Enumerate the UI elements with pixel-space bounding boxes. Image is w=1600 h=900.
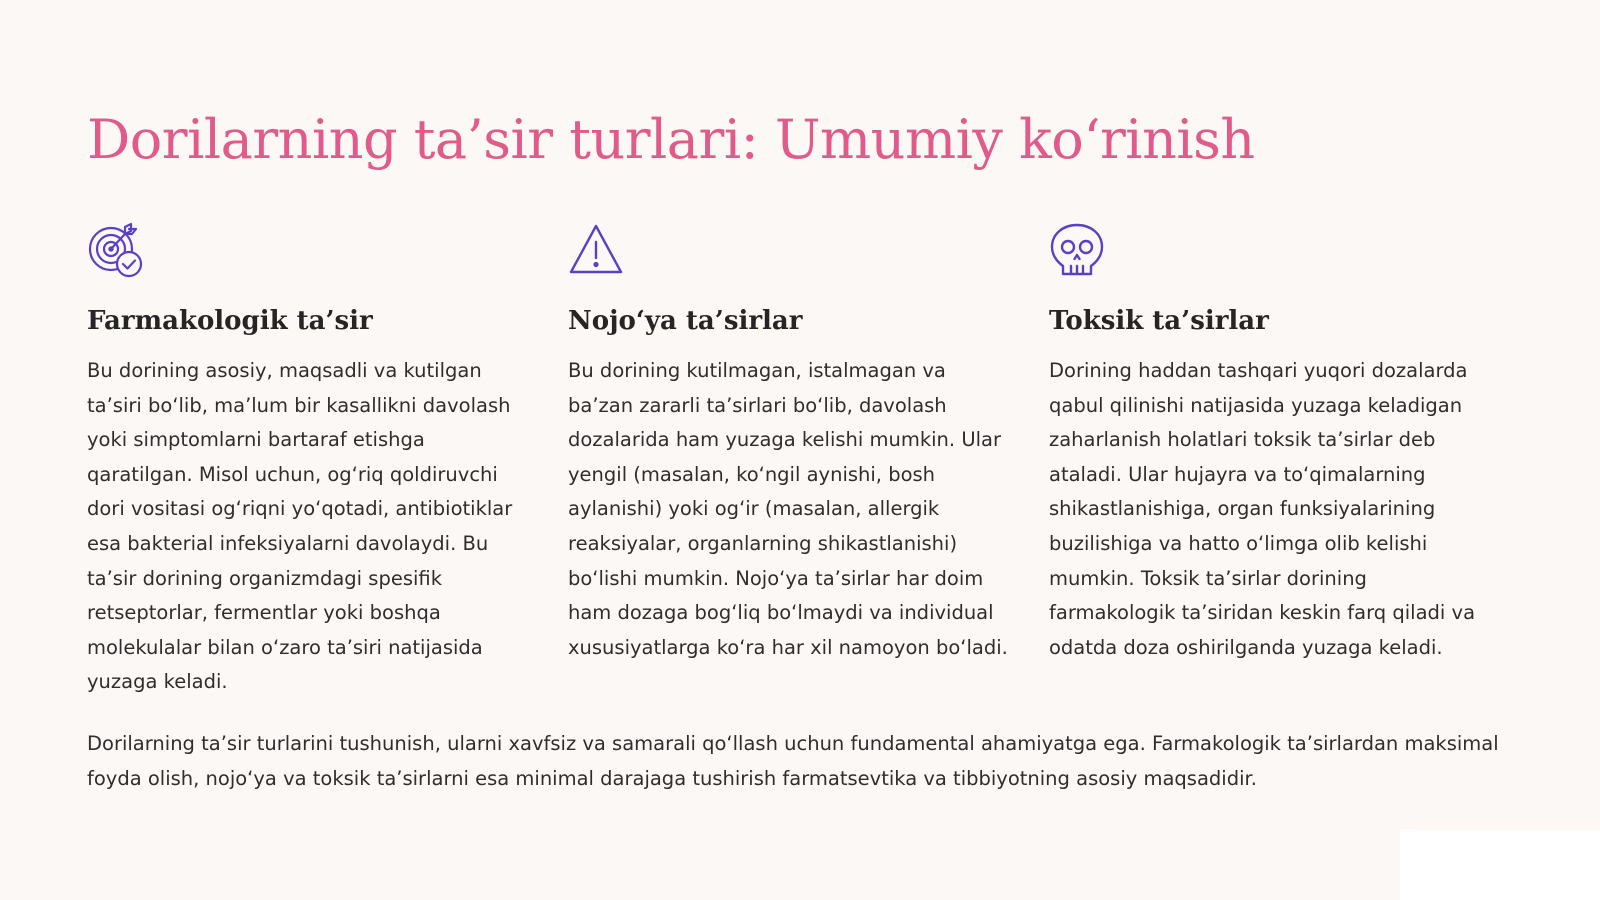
columns <box>87 222 1517 700</box>
corner-patch <box>1400 830 1600 900</box>
column-toxic-effects <box>1049 222 1494 700</box>
skull-icon <box>1049 222 1105 278</box>
column-text: Dorining haddan tashqari yuqori dozalarda qabul qilinishi natijasida yuzaga keladigan zaharlanish holatlari toksik ta’sirlar deb ataladi. Ular hujayra va to‘qimalarning shikastlanishiga, organ funksiyalarining buzilishiga va hatto o‘limga olib kelishi mumkin. Toksik ta’sirlar dorining farmakologik ta’siridan keskin farq qiladi va odatda doza oshirilganda yuzaga keladi. <box>1049 359 1476 659</box>
summary-paragraph: Dorilarning ta’sir turlarini tushunish, ularni xavfsiz va samarali qo‘llash uchun fundamental ahamiyatga ega. Farmakologik ta’sirlardan maksimal foyda olish, nojo‘ya va toksik ta’sirlarni esa minimal darajaga tushirish farmatsevtika va tibbiyotning asosiy maqsadidir. <box>87 732 1499 790</box>
column-side-effects <box>568 222 1013 700</box>
target-check-icon <box>87 222 143 278</box>
column-heading: Nojo‘ya ta’sirlar <box>568 306 803 336</box>
warning-triangle-icon <box>568 222 624 278</box>
column-pharmacological <box>87 222 532 700</box>
slide-title: Dorilarning ta’sir turlari: Umumiy ko‘rinish <box>87 108 1255 171</box>
column-heading: Farmakologik ta’sir <box>87 306 373 336</box>
column-text: Bu dorining kutilmagan, istalmagan va ba’zan zararli ta’sirlari bo‘lib, davolash dozalarida ham yuzaga kelishi mumkin. Ular yengil (masalan, ko‘ngil aynishi, bosh aylanishi) yoki og‘ir (masalan, allergik reaksiyalar, organlarning shikastlanishi) bo‘lishi mumkin. Nojo‘ya ta’sirlar har doim ham dozaga bog‘liq bo‘lmaydi va individual xususiyatlarga ko‘ra har xil namoyon bo‘ladi. <box>568 359 1008 659</box>
column-text: Bu dorining asosiy, maqsadli va kutilgan ta’siri bo‘lib, ma’lum bir kasallikni davolash yoki simptomlarni bartaraf etishga qaratilgan. Misol uchun, og‘riq qoldiruvchi dori vositasi og‘riqni yo‘qotadi, antibiotiklar esa bakterial infeksiyalarni davolaydi. Bu ta’sir dorining organizmdagi spesifik retseptorlar, fermentlar yoki boshqa molekulalar bilan o‘zaro ta’siri natijasida yuzaga keladi. <box>87 359 513 694</box>
column-heading: Toksik ta’sirlar <box>1049 306 1269 336</box>
